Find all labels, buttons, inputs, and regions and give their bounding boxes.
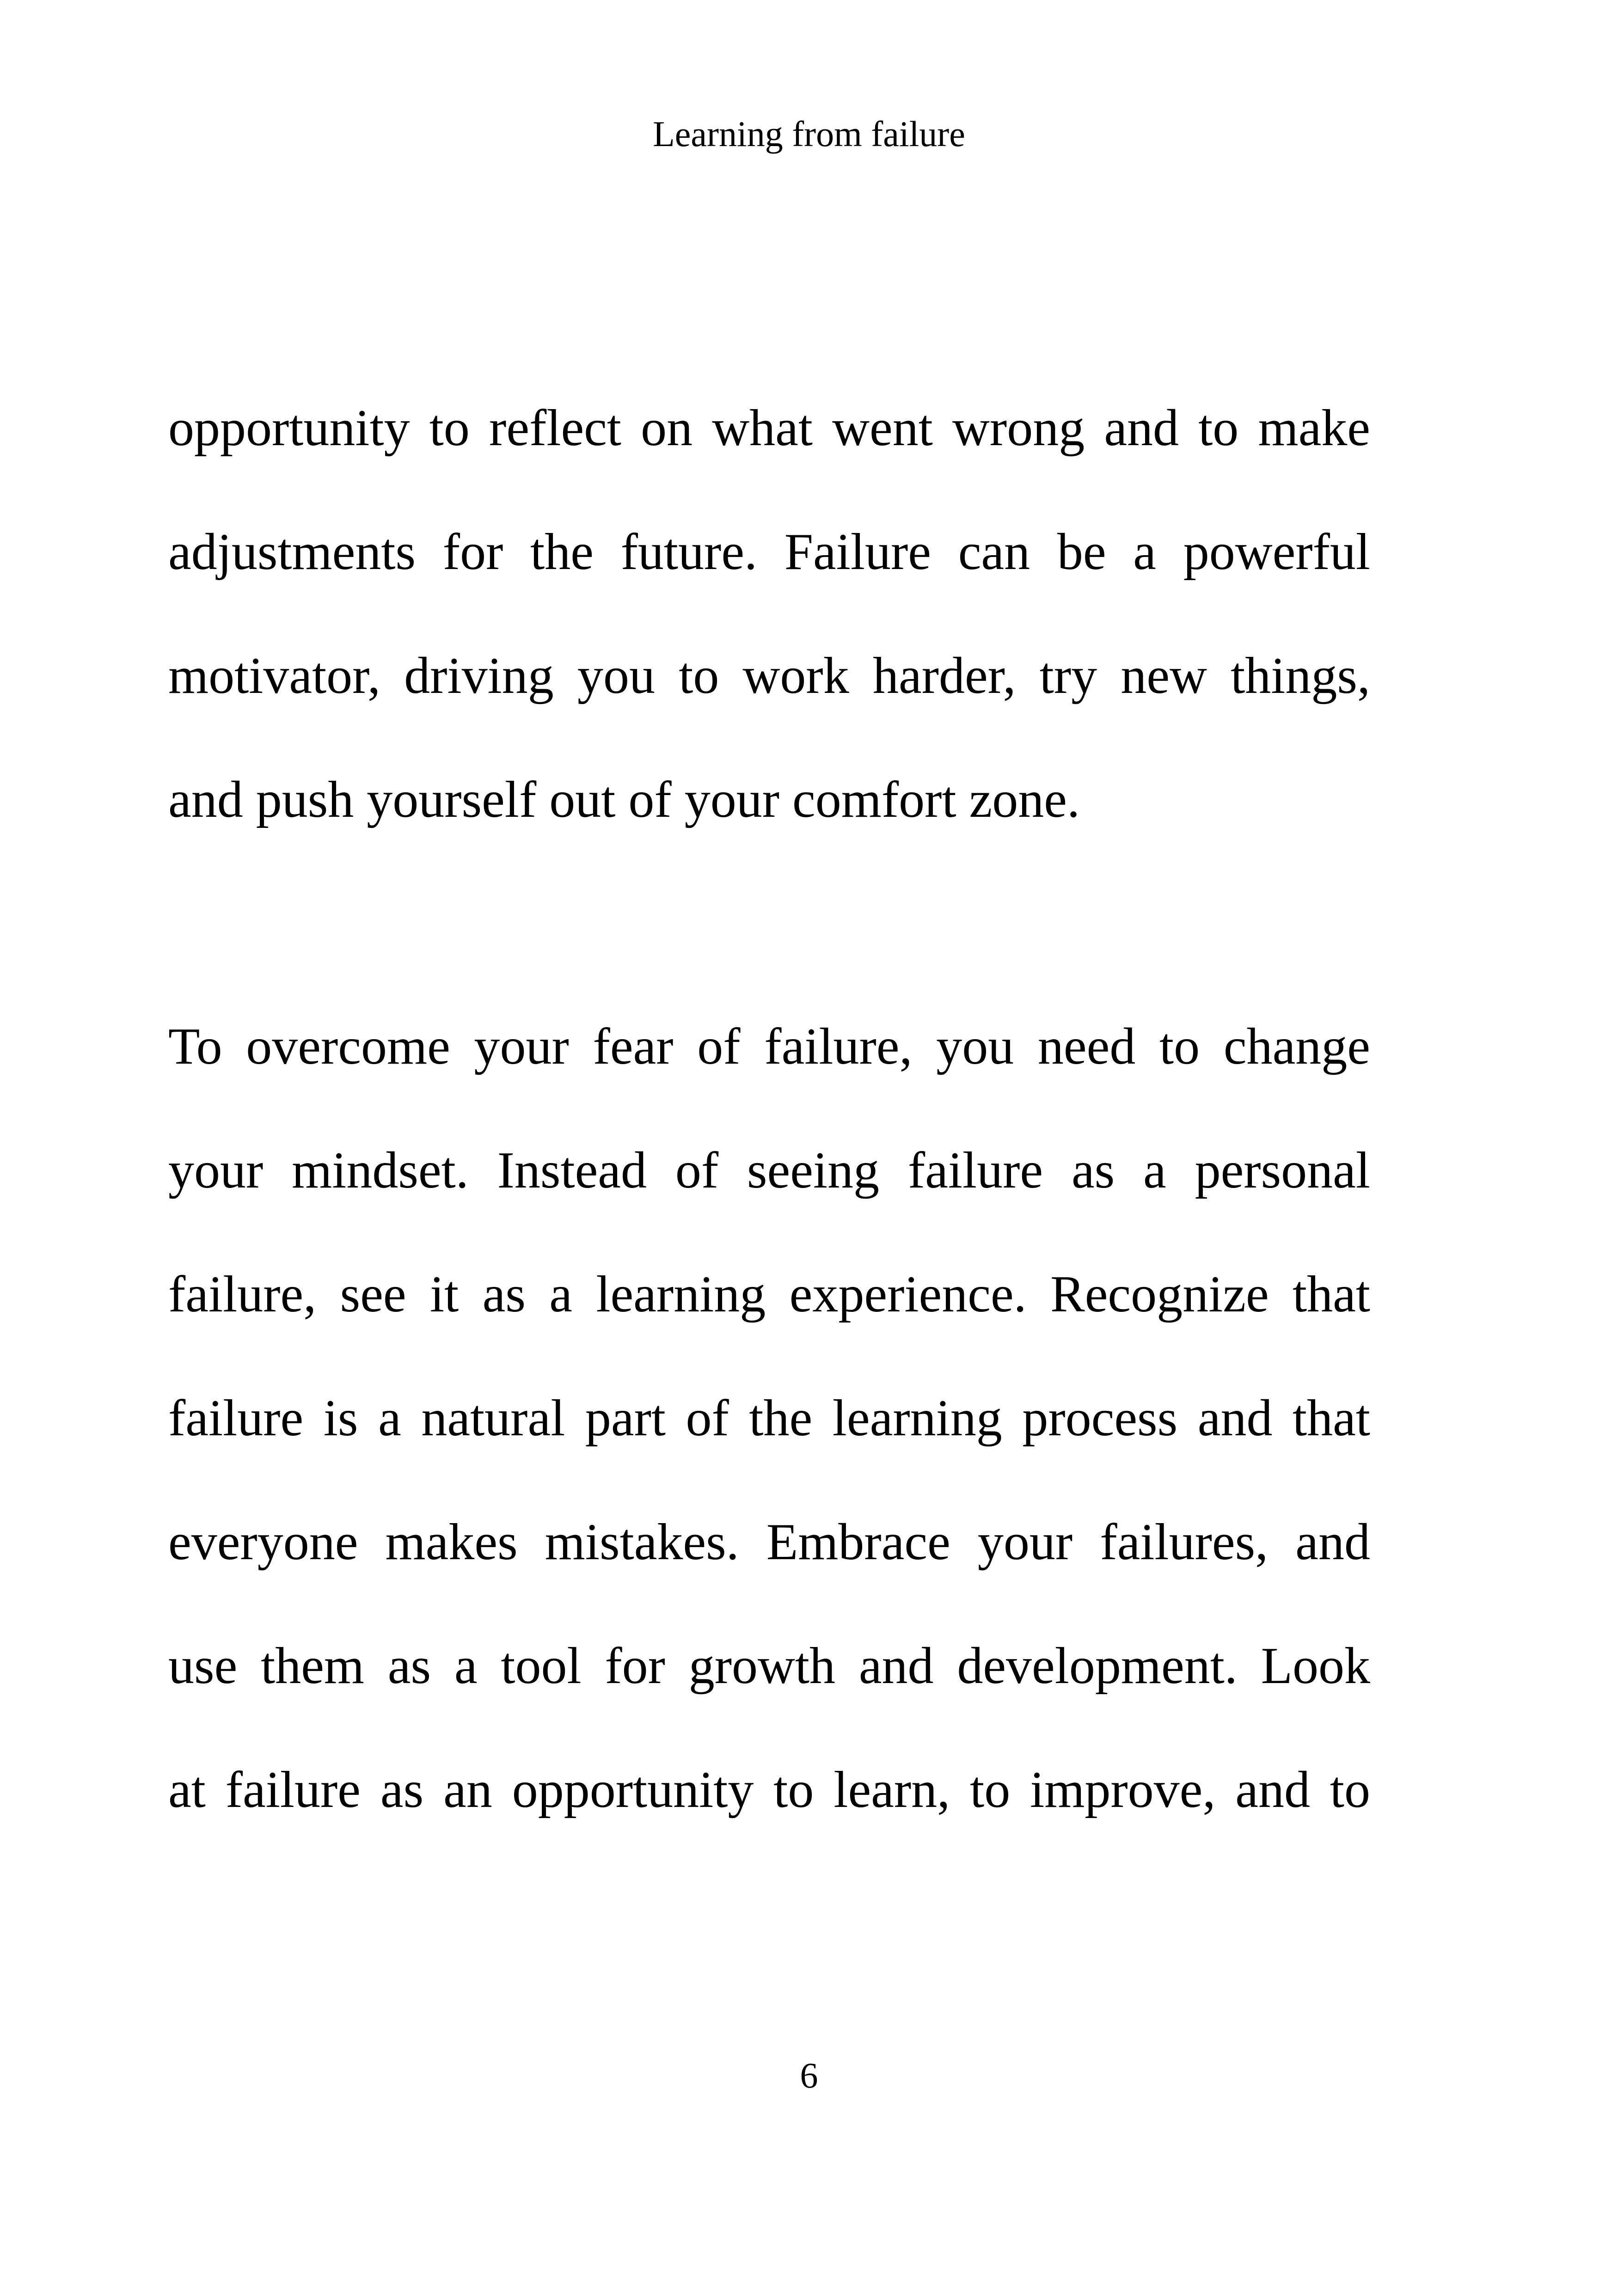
paragraph-line: motivator, driving you to work harder, try new things, (168, 647, 1370, 704)
page-number: 6 (800, 2055, 818, 2095)
paragraph-line: adjustments for the future. Failure can be a powerful (168, 523, 1370, 581)
running-header: Learning from failure (653, 114, 965, 154)
paragraph-line: To overcome your fear of failure, you need to change (168, 1018, 1370, 1075)
paragraph-line: failure is a natural part of the learning process and that (168, 1390, 1370, 1447)
paragraph-line: opportunity to reflect on what went wrong and to make (168, 399, 1370, 457)
paragraph-line: use them as a tool for growth and development. Look (168, 1637, 1370, 1695)
paragraph-line: at failure as an opportunity to learn, to improve, and to (168, 1761, 1370, 1818)
paragraph-line: everyone makes mistakes. Embrace your failures, and (168, 1513, 1370, 1571)
paragraph-line: and push yourself out of your comfort zone. (168, 771, 1080, 828)
paragraph-line: failure, see it as a learning experience. Recognize that (168, 1266, 1370, 1323)
paragraph-line: your mindset. Instead of seeing failure as a personal (168, 1142, 1370, 1199)
